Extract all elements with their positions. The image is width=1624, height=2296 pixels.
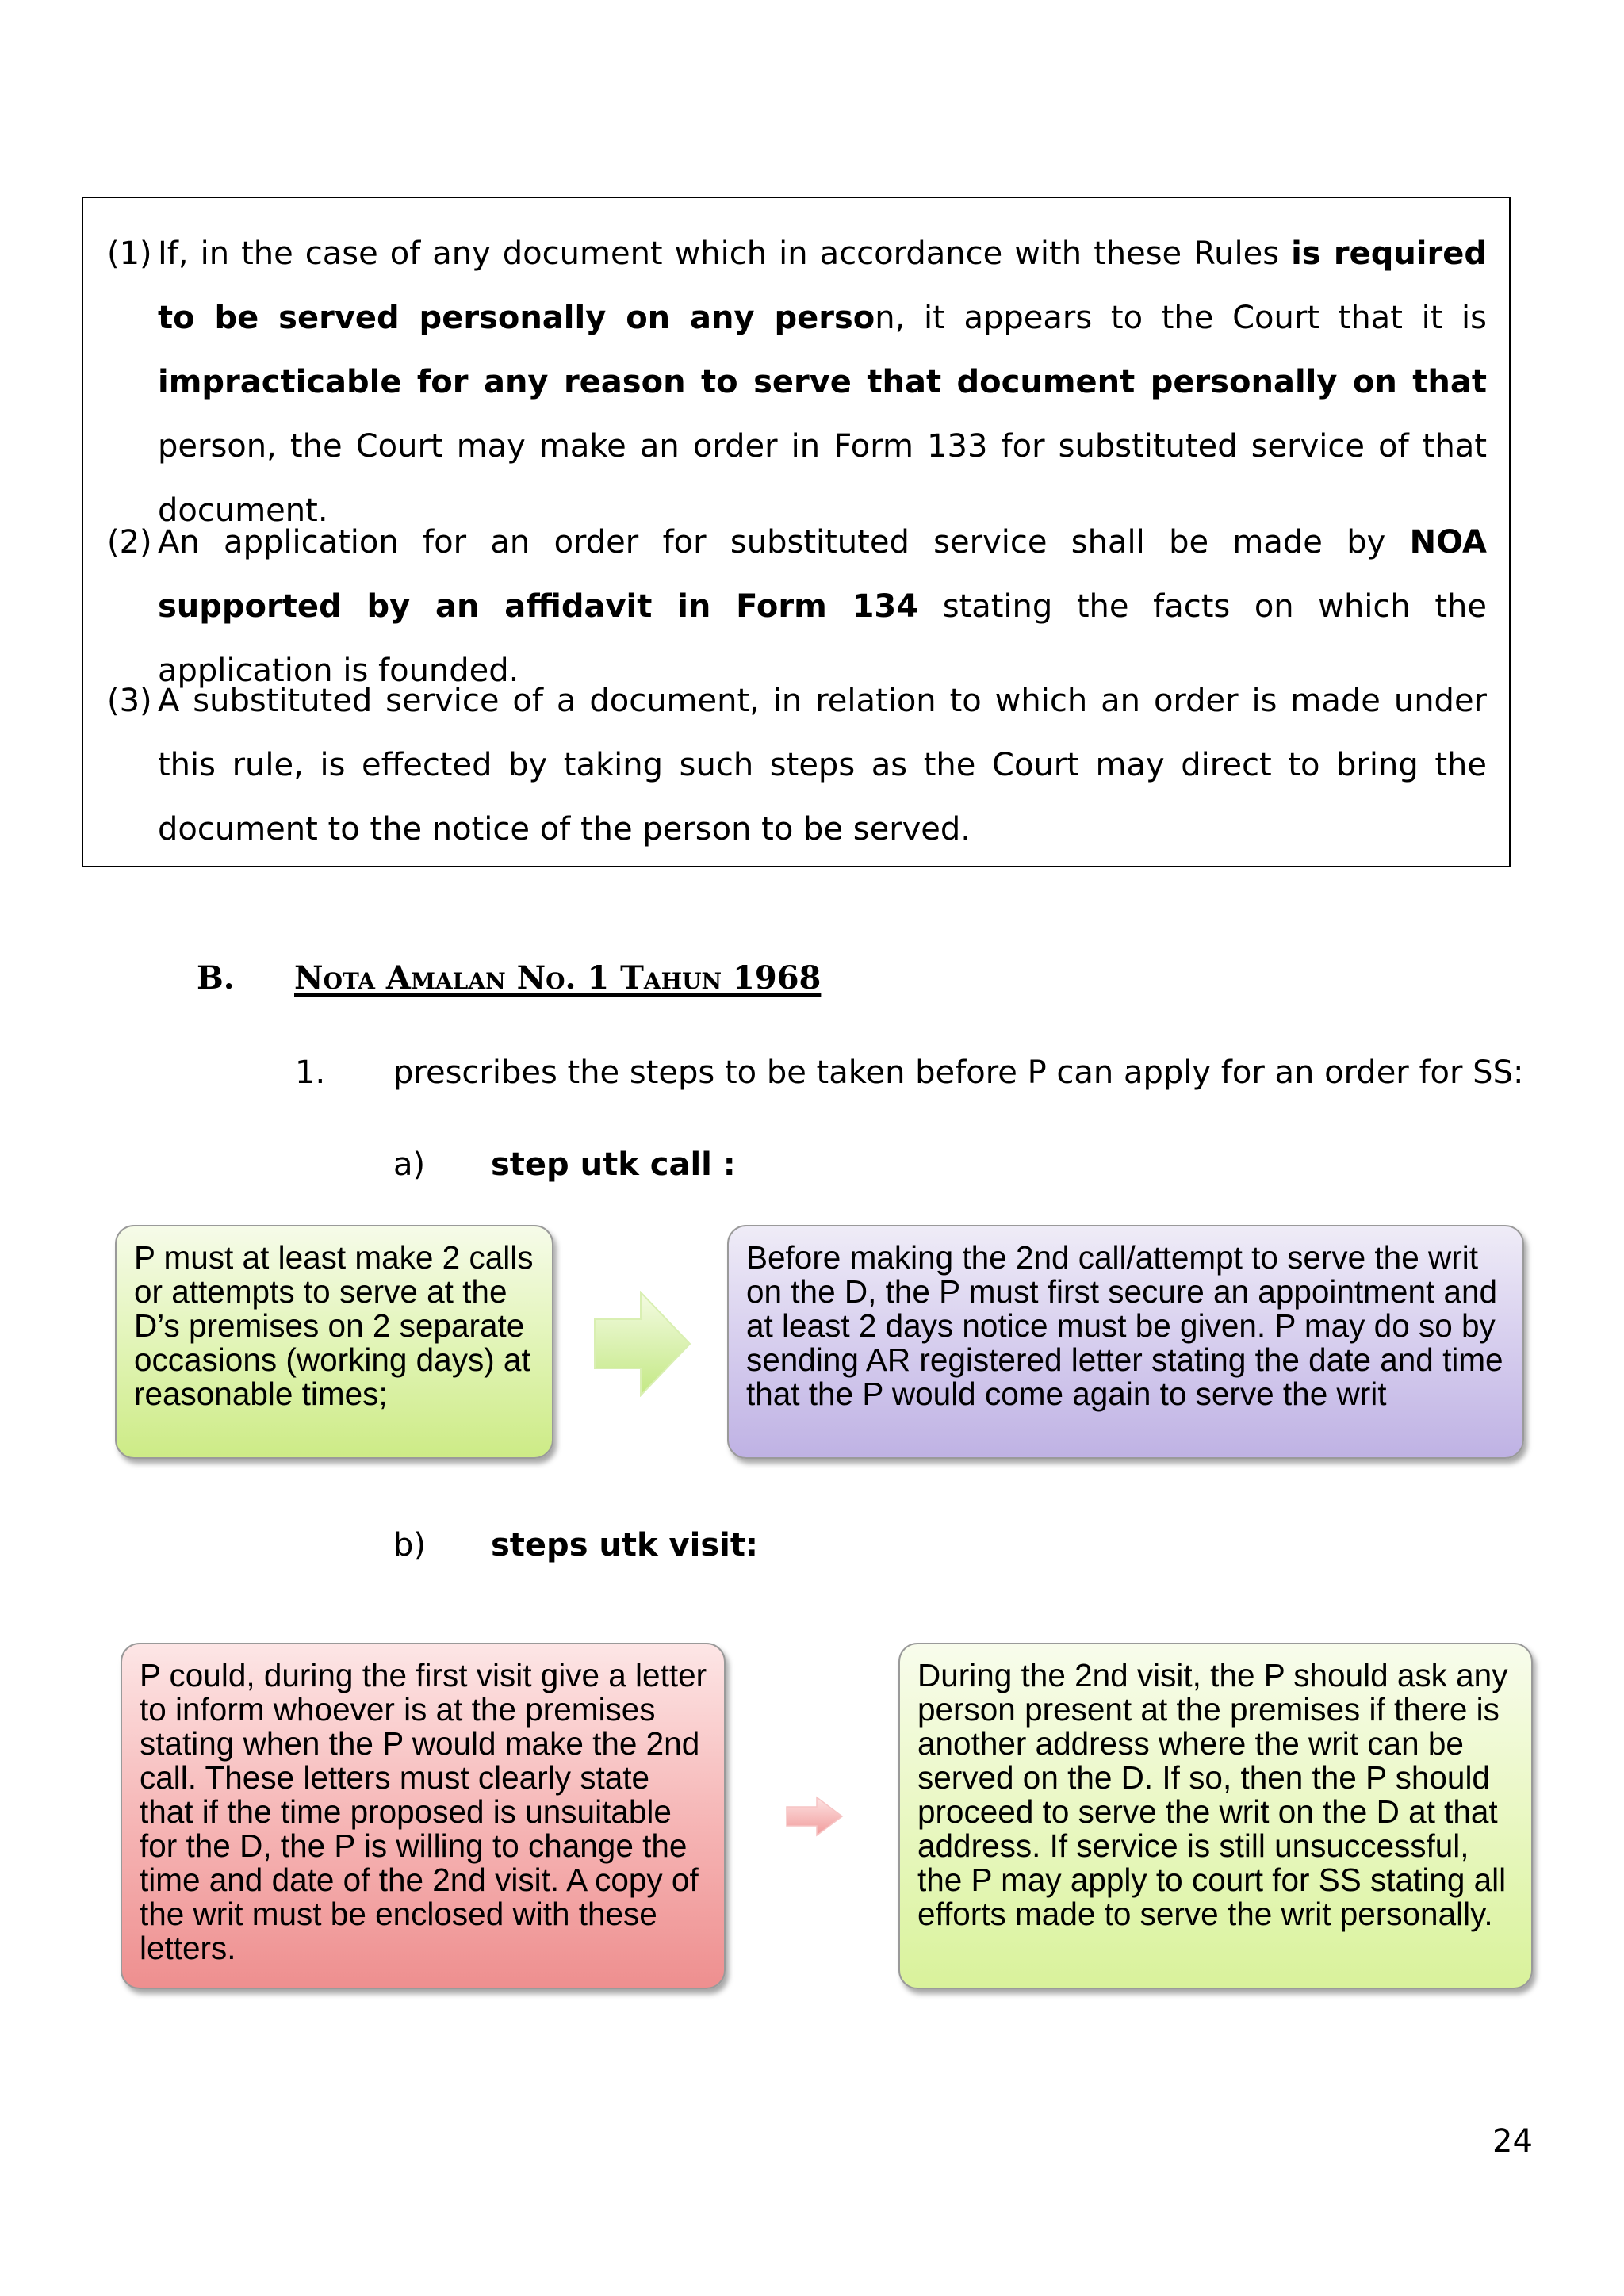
- rule-text: [158, 669, 1487, 862]
- rule-number: (3): [107, 683, 152, 719]
- rule-text-run: person, the Court may make an order in Form 133 for substituted service of that document.: [158, 428, 1487, 529]
- rule-text-run: impracticable for any reason to serve that document personally on that: [158, 364, 1487, 400]
- step-b-title: steps utk visit:: [491, 1527, 758, 1563]
- section-letter: B.: [197, 959, 235, 997]
- step-a-title: step utk call :: [491, 1146, 736, 1183]
- right-arrow-icon: [785, 1796, 844, 1837]
- step-b-letter: b): [393, 1527, 426, 1563]
- rule-text-run: n, it appears to the Court that it is: [875, 300, 1488, 336]
- item-text: prescribes the steps to be taken before P can apply for an order for SS:: [393, 1054, 1524, 1091]
- step-a-letter: a): [393, 1146, 426, 1183]
- rule-text-run: A substituted service of a document, in relation to which an order is made under this rule, is effected by taking such steps as the Court may direct to bring the document to the notice of the person to be served.: [158, 683, 1487, 848]
- rule-text-run: An application for an order for substituted service shall be made by: [158, 524, 1410, 561]
- step-b-box-left: P could, during the first visit give a letter to inform whoever is at the premises stating when the P would make the 2nd call. These letters must clearly state that if the time proposed is unsuitable for the D, the P is willing to change the time and date of the 2nd visit. A copy of the writ must be enclosed with these letters.: [121, 1643, 726, 1989]
- rule-text-run: NOA supported by an affidavit in Form 134: [158, 524, 1487, 625]
- rule-text-run: stating the facts on which the application is founded.: [158, 588, 1488, 689]
- page-number: 24: [1492, 2123, 1533, 2160]
- rule-number: (2): [107, 524, 152, 561]
- rule-number: (1): [107, 235, 152, 272]
- rule-text: [158, 222, 1487, 543]
- step-a-box-right: Before making the 2nd call/attempt to serve the writ on the D, the P must first secure an appointment and at least 2 days notice must be given. P may do so by sending AR registered letter stating the date and time that the P would come again to serve the writ: [727, 1225, 1524, 1459]
- right-arrow-icon: [593, 1291, 691, 1397]
- rule-text-run: If, in the case of any document which in accordance with these Rules: [158, 235, 1292, 272]
- rule-3: [107, 669, 1487, 862]
- rules-box: [82, 197, 1511, 867]
- section-title: Nota Amalan No. 1 Tahun 1968: [294, 959, 822, 997]
- step-a-box-left: P must at least make 2 calls or attempts to serve at the D’s premises on 2 separate occasions (working days) at reasonable times;: [115, 1225, 553, 1459]
- step-b-box-right: During the 2nd visit, the P should ask any person present at the premises if there is another address where the writ can be served on the D. If so, then the P should proceed to serve the writ on the D at that address. If service is still unsuccessful, the P may apply to court for SS stating all efforts made to serve the writ personally.: [898, 1643, 1533, 1989]
- rule-text-run: is required to be served personally on any perso: [158, 235, 1487, 336]
- rule-1: [107, 222, 1487, 543]
- item-number: 1.: [295, 1054, 326, 1091]
